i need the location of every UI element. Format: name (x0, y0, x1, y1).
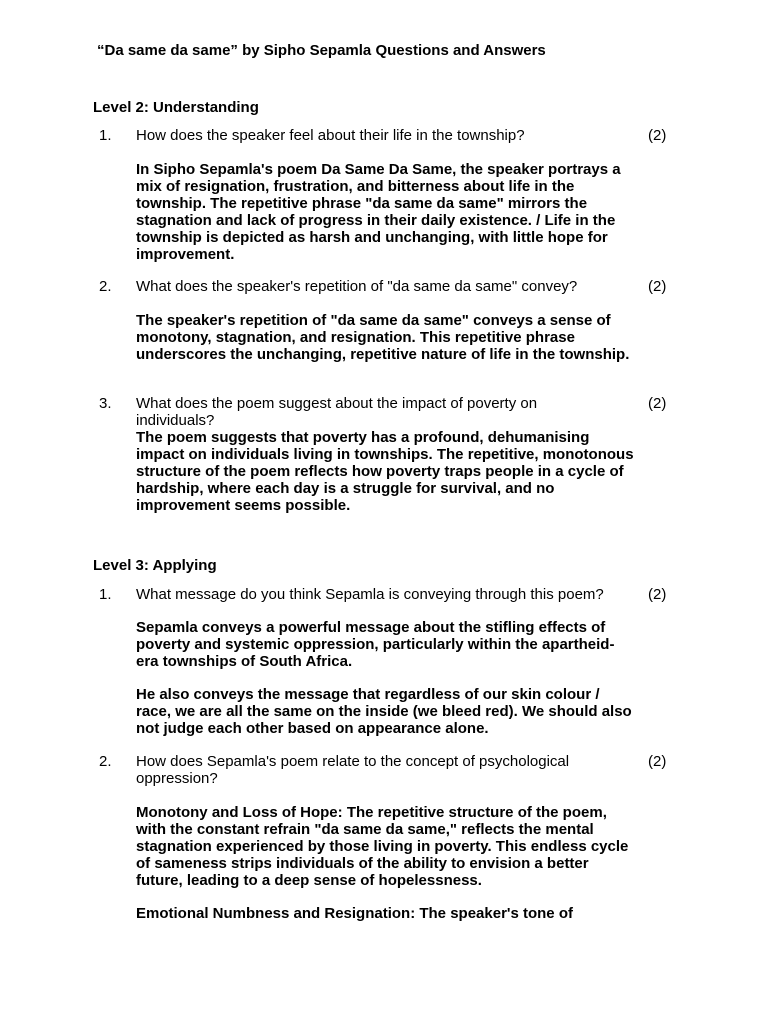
question-text: What message do you think Sepamla is conveying through this poem? (136, 586, 604, 603)
level-3-heading: Level 3: Applying (93, 557, 217, 574)
question-text: How does the speaker feel about their life in the township? (136, 127, 525, 144)
answer-paragraph: The speaker's repetition of "da same da same" conveys a sense of monotony, stagnation, and resignation. This repetitive phrase underscores the unchanging, repetitive nature of life in the township. (136, 312, 630, 363)
level-2-heading: Level 2: Understanding (93, 99, 259, 116)
answer-paragraph: He also conveys the message that regardless of our skin colour / race, we are all the same on the inside (we bleed red). We should also not judge each other based on appearance alone. (136, 686, 632, 737)
question-text: What does the poem suggest about the impact of poverty on individuals? (136, 395, 538, 429)
answer-paragraph: Monotony and Loss of Hope: The repetitive structure of the poem, with the constant refrain "da same da same," reflects the mental stagnation experienced by those living in poverty. This endless cycle of sameness strips individuals of the ability to envision a better future, leading to a deep sense of hopelessness. (136, 804, 629, 889)
question-text: What does the speaker's repetition of "da same da same" convey? (136, 278, 578, 295)
question-marks: (2) (648, 278, 667, 295)
question-marks: (2) (648, 753, 667, 770)
answer-paragraph: Emotional Numbness and Resignation: The speaker's tone of (136, 905, 573, 922)
question-marks: (2) (648, 586, 667, 603)
question-marks: (2) (648, 395, 667, 412)
question-number: 2. (99, 753, 112, 770)
question-number: 1. (99, 586, 112, 603)
question-number: 3. (99, 395, 112, 412)
answer-paragraph: Sepamla conveys a powerful message about the stifling effects of poverty and systemic oppression, particularly within the apartheid-era townships of South Africa. (136, 619, 615, 670)
question-number: 2. (99, 278, 112, 295)
question-text: How does Sepamla's poem relate to the concept of psychological oppression? (136, 753, 570, 787)
answer-paragraph: The poem suggests that poverty has a profound, dehumanising impact on individuals living in townships. The repetitive, monotonous structure of the poem reflects how poverty traps people in a cycle of hardship, where each day is a struggle for survival, and no improvement seems possible. (136, 429, 634, 514)
question-number: 1. (99, 127, 112, 144)
question-marks: (2) (648, 127, 667, 144)
answer-paragraph: In Sipho Sepamla's poem Da Same Da Same, the speaker portrays a mix of resignation, frustration, and bitterness about life in the township. The repetitive phrase "da same da same" mirrors the stagnation and lack of progress in their daily existence. / Life in the township is depicted as harsh and unchanging, with little hope for improvement. (136, 161, 621, 263)
document-title: “Da same da same” by Sipho Sepamla Questions and Answers (97, 42, 546, 59)
